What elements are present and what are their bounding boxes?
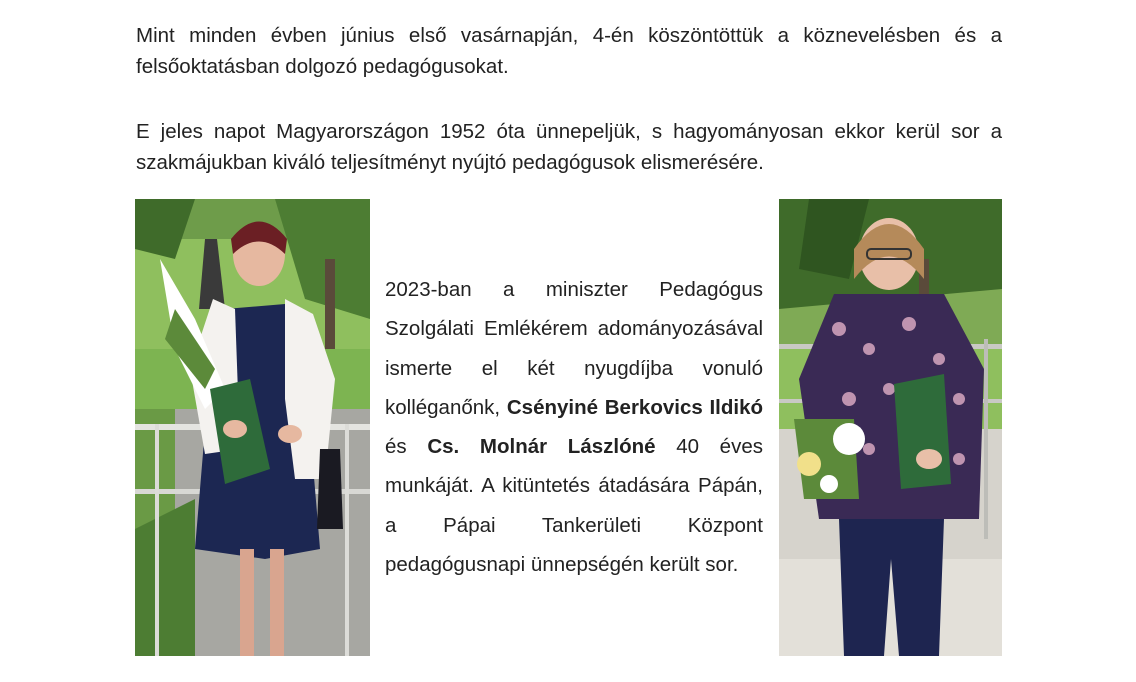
honoree-name-2: Cs. Molnár Lászlóné: [427, 435, 656, 459]
history-paragraph: E jeles napot Magyarországon 1952 óta ünnepeljük, s hagyományosan ekkor kerül sor a szakmájukban kiváló teljesítményt nyújtó pedagógusok elismerésére.: [136, 120, 1002, 174]
honoree-name-1: Csényiné Berkovics Ildikó: [506, 395, 763, 419]
photo-left-honoree: [135, 199, 370, 656]
photo-right-honoree: [779, 199, 1002, 656]
award-text-conj: és: [385, 435, 407, 459]
award-paragraph: [385, 270, 763, 584]
intro-paragraph: Mint minden évben június első vasárnapján, 4-én köszöntöttük a köznevelésben és a felsőoktatásban dolgozó pedagógusokat.: [136, 24, 1002, 78]
award-text-part1: 2023-ban a miniszter Pedagógus Szolgálati Emlékérem adományozásával ismerte el két nyugdíjba vonuló kolléganőnk,: [385, 278, 763, 419]
award-text-part2: 40 éves munkáját. A kitüntetés átadására Pápán, a Pápai Tankerületi Központ pedagógusnapi ünnepségén került sor.: [385, 435, 763, 577]
